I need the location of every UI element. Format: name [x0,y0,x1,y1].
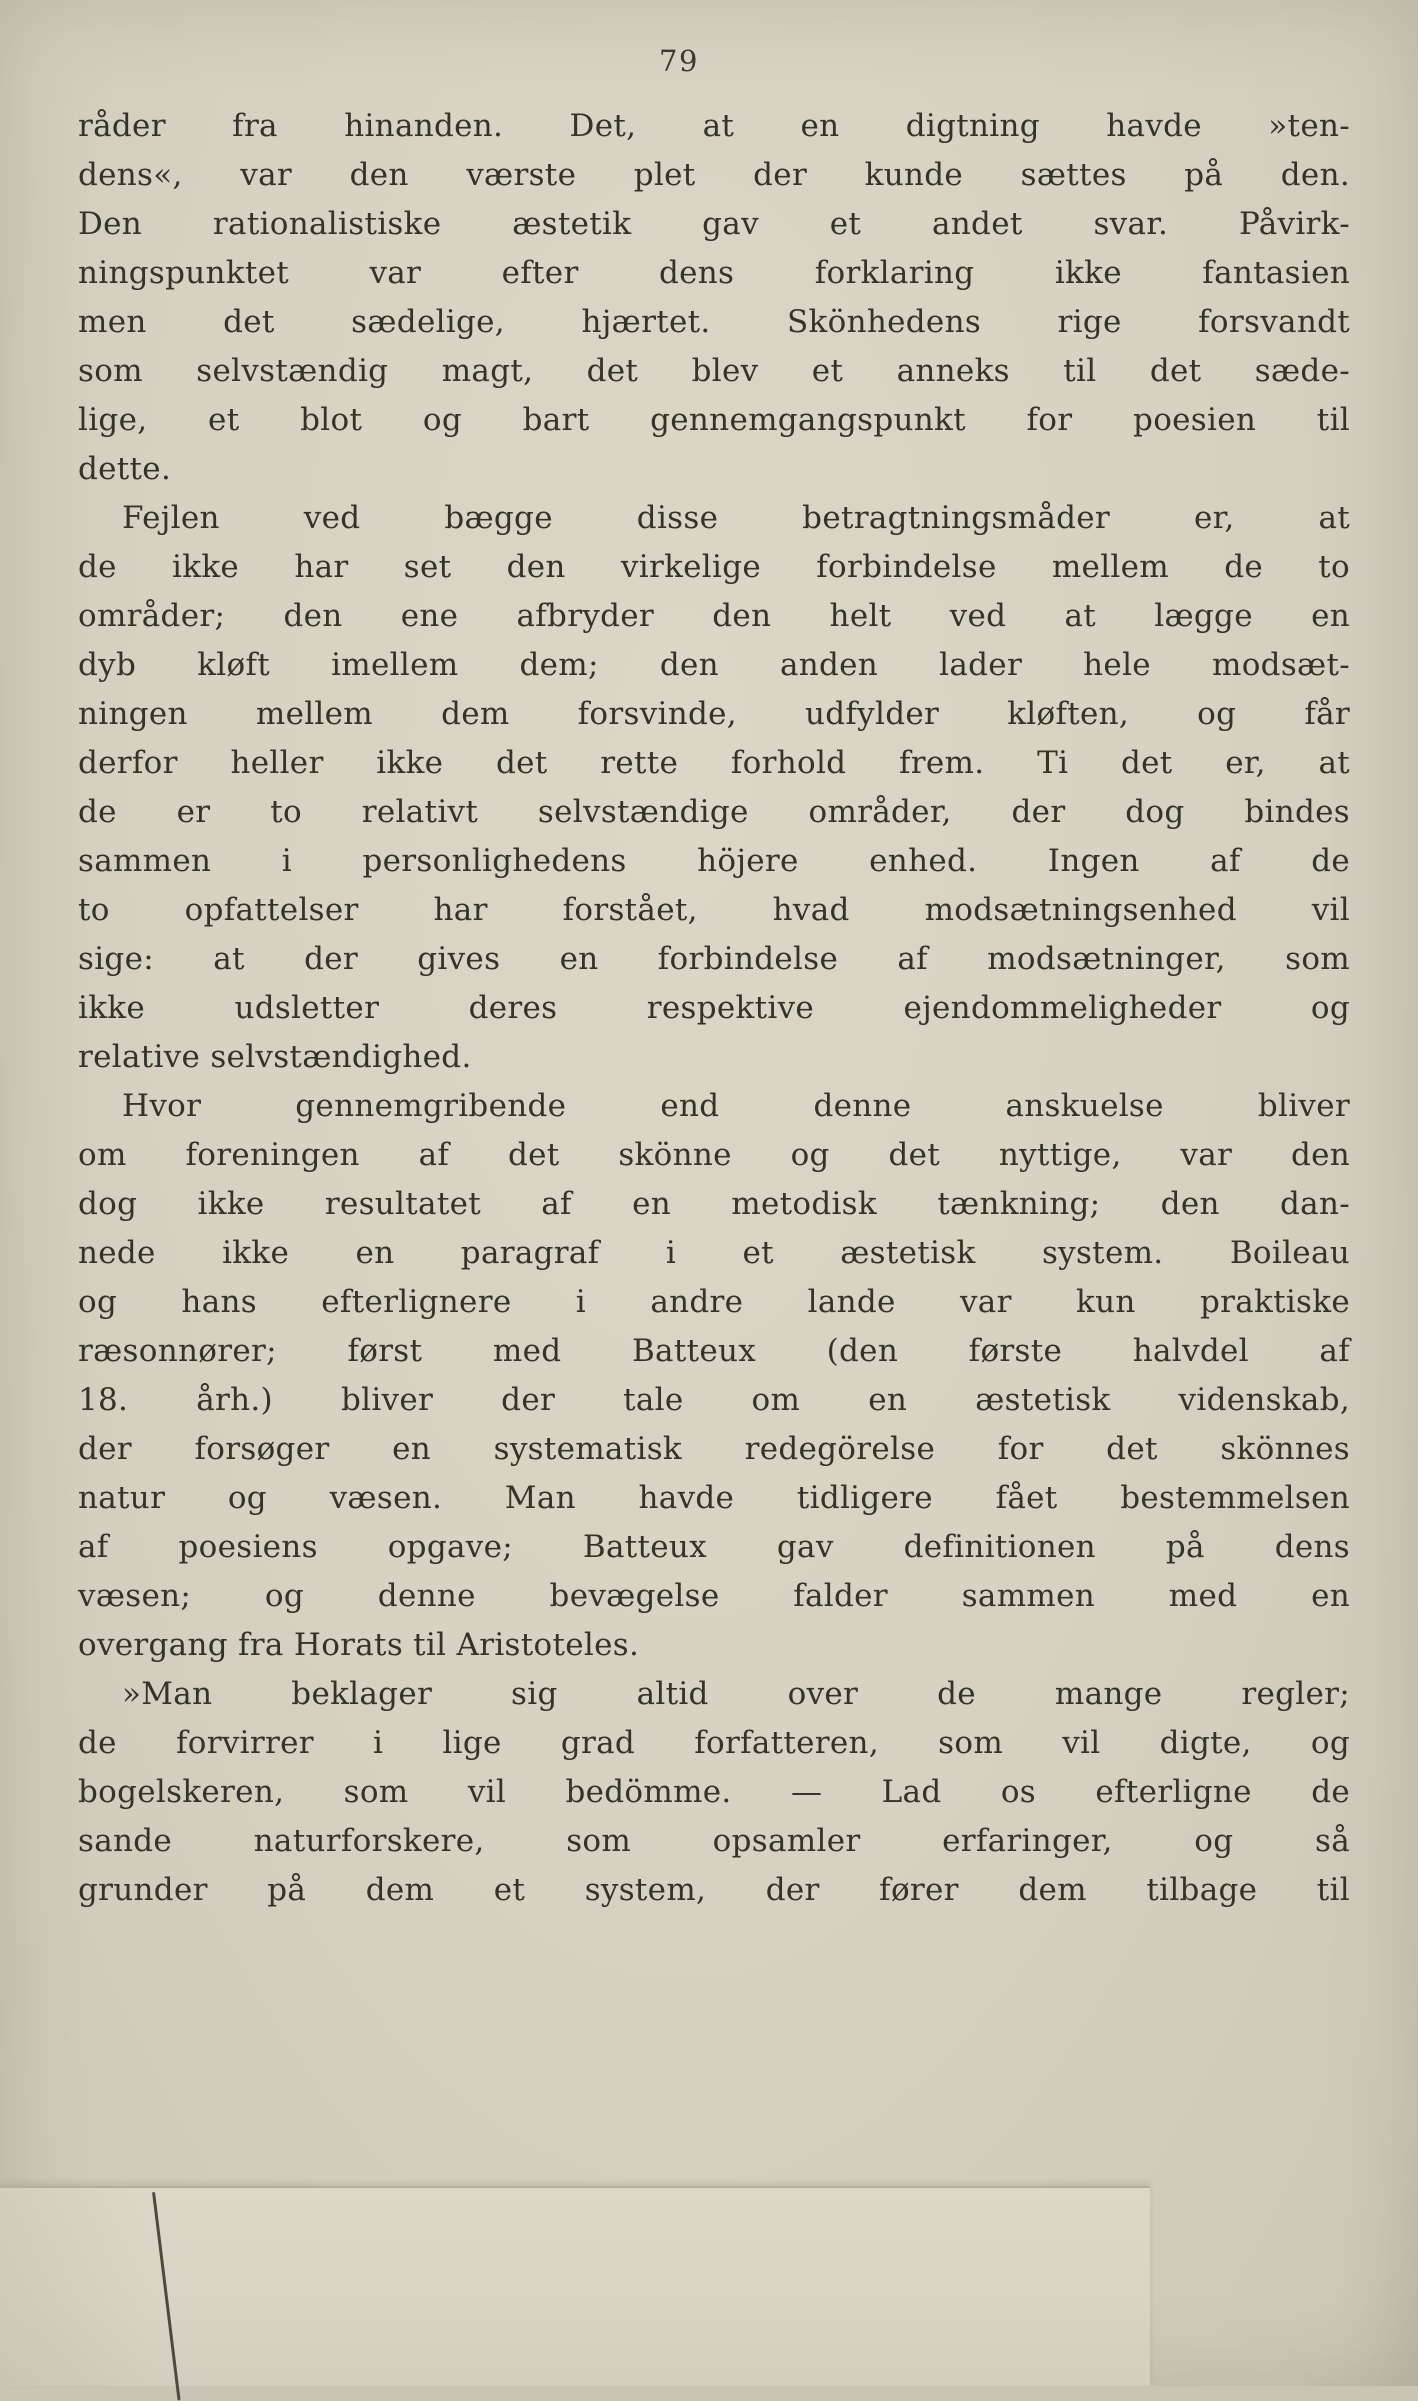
text-line: grunder på dem et system, der fører dem tilbage til [78,1872,1350,1908]
text-line: om foreningen af det skönne og det nyttige, var den [78,1137,1350,1173]
text-line: nede ikke en paragraf i et æstetisk system. Boileau [78,1235,1350,1271]
scan-edge-shade [0,2188,150,2386]
text-line: derfor heller ikke det rette forhold frem. Ti det er, at [78,745,1350,781]
text-line: områder; den ene afbryder den helt ved at lægge en [78,598,1350,634]
text-line: sande naturforskere, som opsamler erfaringer, og så [78,1823,1350,1859]
page-number: 79 [659,44,699,78]
text-line: to opfattelser har forstået, hvad modsætningsenhed vil [78,892,1350,928]
scan-page-edge [0,2186,1150,2386]
text-line: som selvstændig magt, det blev et anneks til det sæde- [78,353,1350,389]
text-line: og hans efterlignere i andre lande var kun praktiske [78,1284,1350,1320]
text-line: væsen; og denne bevægelse falder sammen med en [78,1578,1350,1614]
text-line: dette. [78,451,172,487]
text-line: de er to relativt selvstændige områder, der dog bindes [78,794,1350,830]
text-line: 18. årh.) bliver der tale om en æstetisk videnskab, [78,1382,1350,1418]
text-line: Fejlen ved bægge disse betragtningsmåder er, at [122,500,1350,536]
text-line: »Man beklager sig altid over de mange regler; [122,1676,1350,1712]
text-line: sammen i personlighedens höjere enhed. Ingen af de [78,843,1350,879]
paragraph [78,102,1350,494]
paragraph [78,1670,1350,1915]
text-line: de ikke har set den virkelige forbindelse mellem de to [78,549,1350,585]
paragraph [78,1082,1350,1670]
text-line: råder fra hinanden. Det, at en digtning havde »ten- [78,108,1350,144]
text-line: sige: at der gives en forbindelse af modsætninger, som [78,941,1350,977]
text-line: der forsøger en systematisk redegörelse for det skönnes [78,1431,1350,1467]
text-line: relative selvstændighed. [78,1039,472,1075]
text-line: dens«, var den værste plet der kunde sættes på den. [78,157,1350,193]
text-line: de forvirrer i lige grad forfatteren, som vil digte, og [78,1725,1350,1761]
text-line: ræsonnører; først med Batteux (den første halvdel af [78,1333,1350,1369]
paragraph [78,494,1350,1082]
text-line: overgang fra Horats til Aristoteles. [78,1627,640,1663]
text-line: Hvor gennemgribende end denne anskuelse bliver [122,1088,1350,1124]
text-line: ikke udsletter deres respektive ejendommeligheder og [78,990,1350,1026]
text-line: natur og væsen. Man havde tidligere fået bestemmelsen [78,1480,1350,1516]
scan-edge-line [152,2192,181,2401]
text-line: ningen mellem dem forsvinde, udfylder kløften, og får [78,696,1350,732]
text-block [78,102,1350,1915]
text-line: men det sædelige, hjærtet. Skönhedens rige forsvandt [78,304,1350,340]
text-line: bogelskeren, som vil bedömme. — Lad os efterligne de [78,1774,1350,1810]
text-line: Den rationalistiske æstetik gav et andet svar. Påvirk- [78,206,1350,242]
text-line: af poesiens opgave; Batteux gav definitionen på dens [78,1529,1350,1565]
text-line: lige, et blot og bart gennemgangspunkt for poesien til [78,402,1350,438]
text-line: dog ikke resultatet af en metodisk tænkning; den dan- [78,1186,1350,1222]
text-line: dyb kløft imellem dem; den anden lader hele modsæt- [78,647,1350,683]
text-line: ningspunktet var efter dens forklaring ikke fantasien [78,255,1350,291]
